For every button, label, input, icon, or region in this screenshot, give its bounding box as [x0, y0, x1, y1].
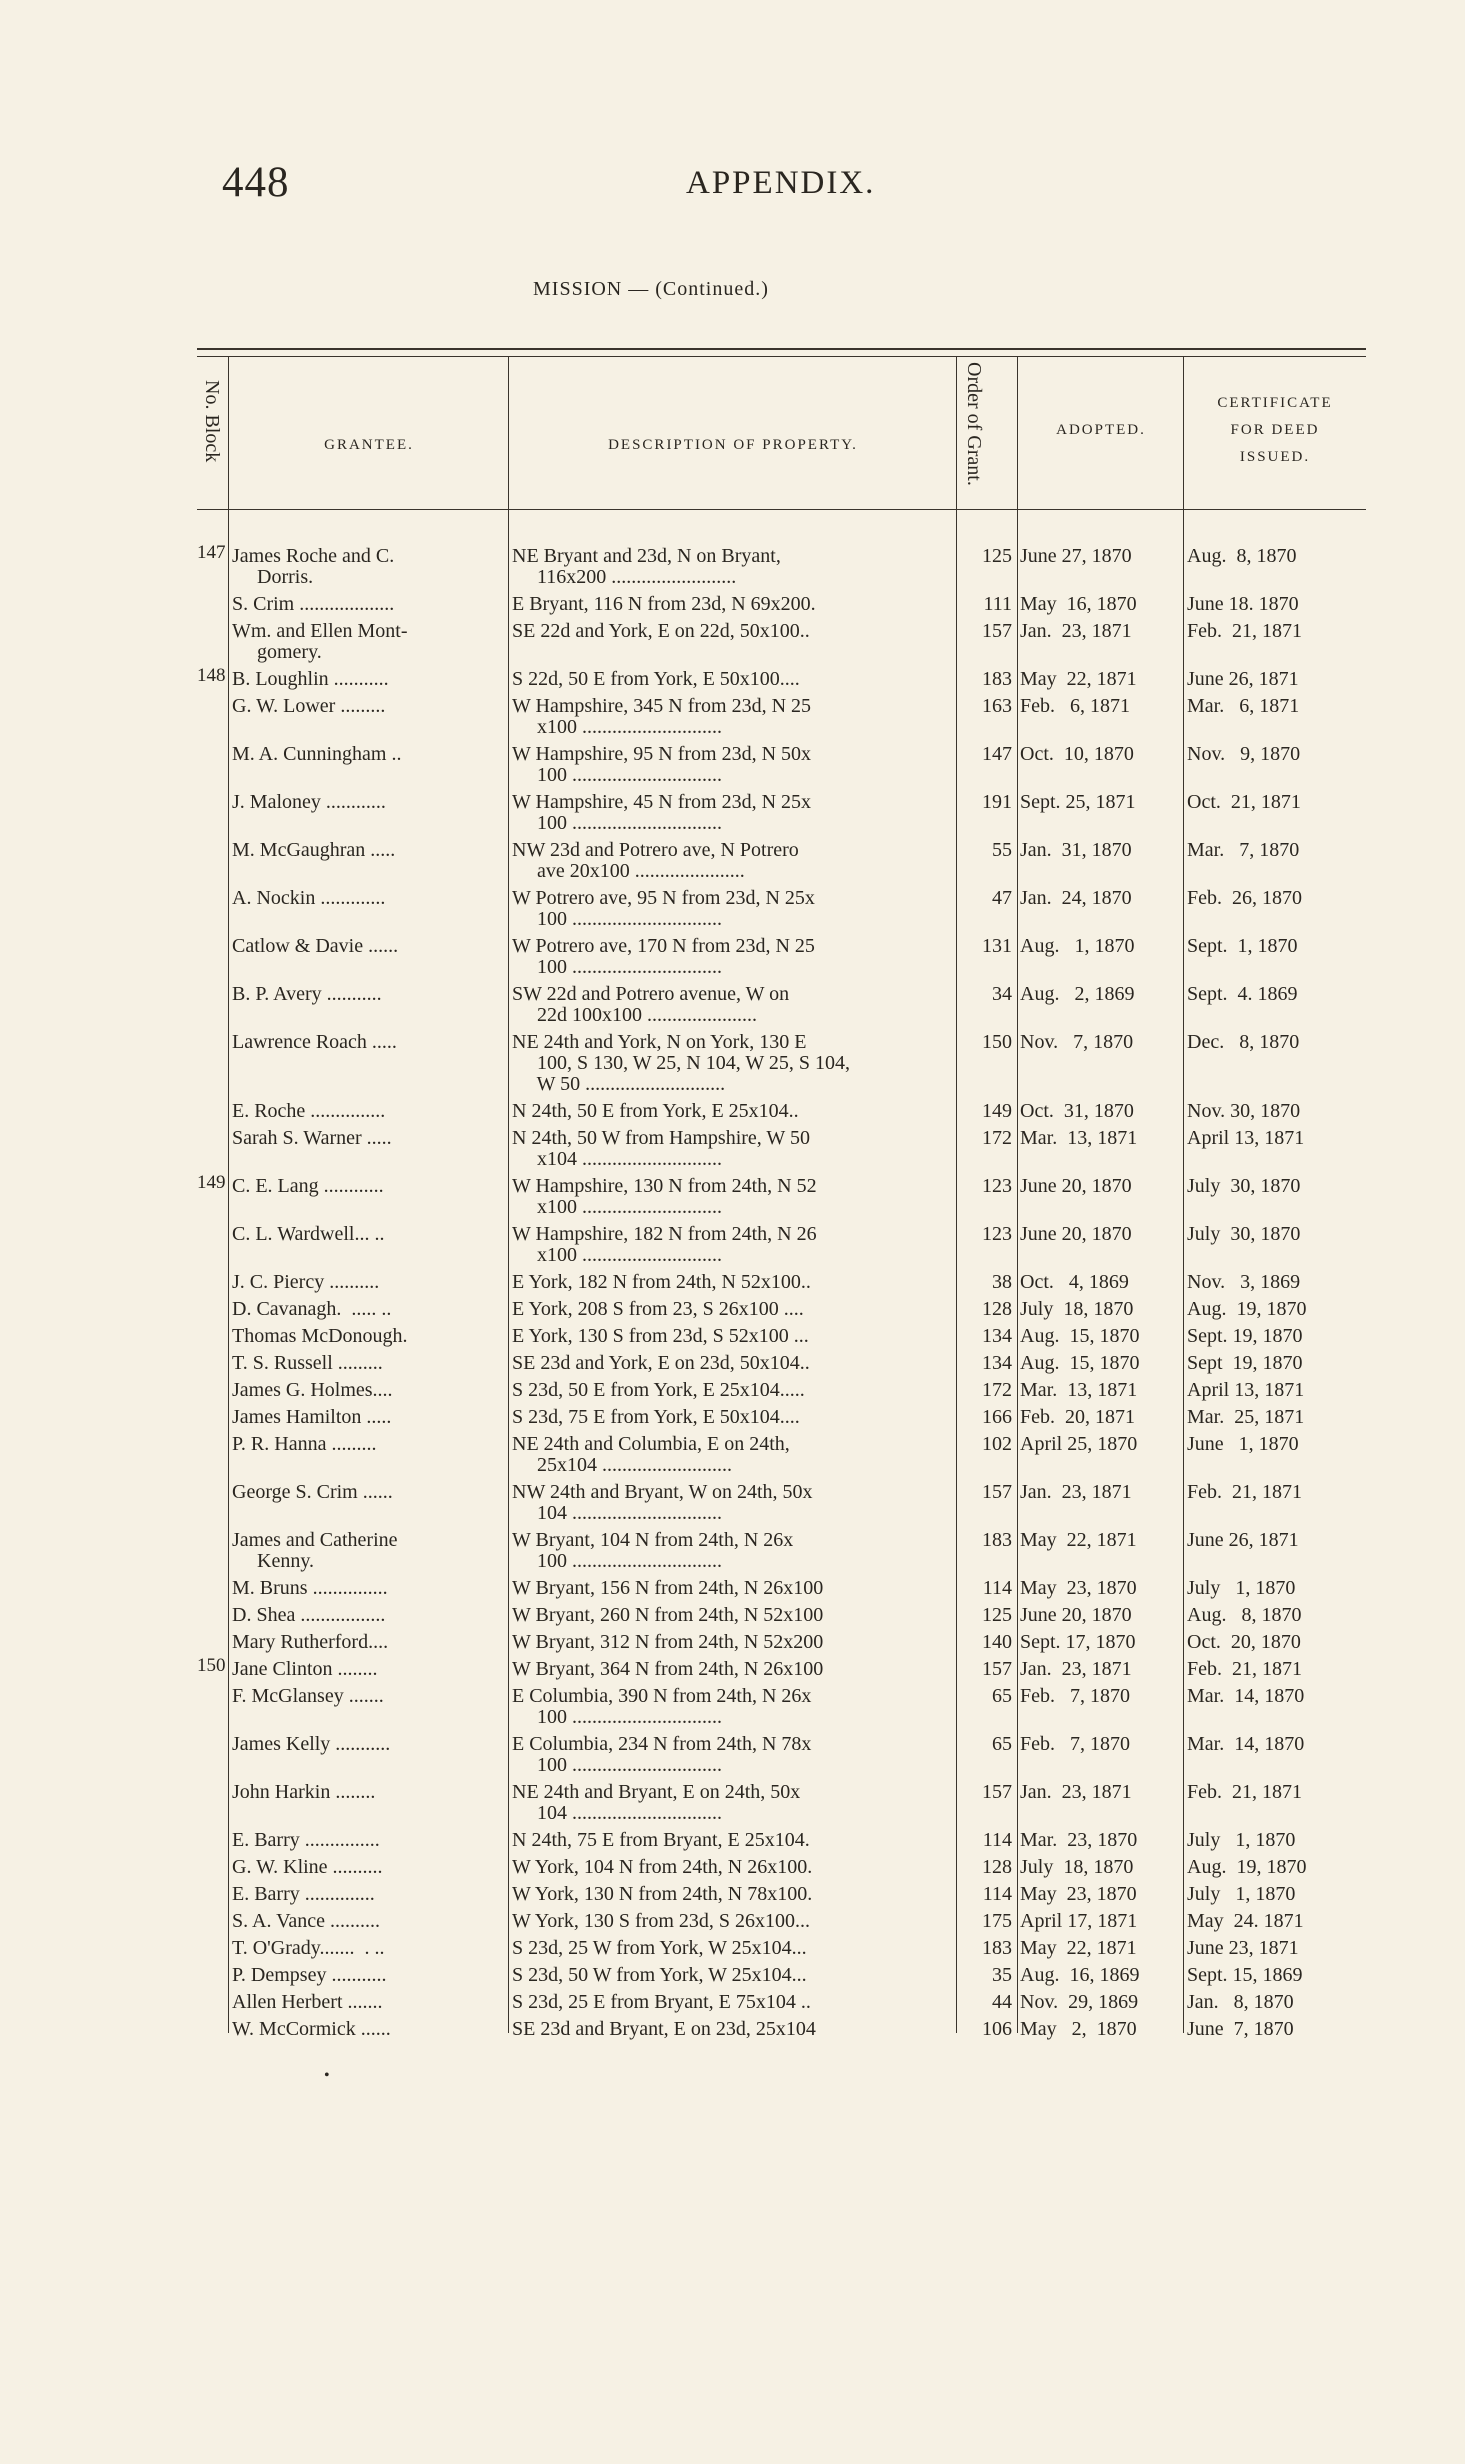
certificate-cell: June 7, 1870 [1187, 2019, 1294, 2040]
certificate-cell: Sept. 19, 1870 [1187, 1326, 1303, 1347]
grantee-cell: Allen Herbert ....... [232, 1992, 383, 2013]
block-number: 148 [197, 665, 226, 686]
description-cell: W York, 130 N from 24th, N 78x100. [512, 1884, 813, 1905]
description-cell: E York, 208 S from 23, S 26x100 .... [512, 1299, 804, 1320]
grantee-cell: S. Crim ................... [232, 594, 395, 615]
description-cell: NE Bryant and 23d, N on Bryant, [512, 546, 781, 567]
order-cell: 65 [992, 1686, 1012, 1707]
grantee-cell: F. McGlansey ....... [232, 1686, 384, 1707]
adopted-cell: Nov. 7, 1870 [1020, 1032, 1134, 1053]
certificate-cell: July 1, 1870 [1187, 1830, 1296, 1851]
certificate-cell: June 23, 1871 [1187, 1938, 1299, 1959]
description-cell: 104 .............................. [512, 1503, 722, 1524]
order-cell: 183 [982, 669, 1012, 690]
description-cell: W Potrero ave, 170 N from 23d, N 25 [512, 936, 815, 957]
order-cell: 38 [992, 1272, 1012, 1293]
description-cell: S 23d, 75 E from York, E 50x104.... [512, 1407, 800, 1428]
certificate-cell: Mar. 6, 1871 [1187, 696, 1300, 717]
adopted-cell: Aug. 2, 1869 [1020, 984, 1135, 1005]
adopted-cell: May 2, 1870 [1020, 2019, 1137, 2040]
adopted-cell: Aug. 16, 1869 [1020, 1965, 1140, 1986]
adopted-cell: Feb. 7, 1870 [1020, 1686, 1130, 1707]
description-cell: 100 .............................. [512, 765, 722, 786]
description-cell: 100 .............................. [512, 813, 722, 834]
order-cell: 123 [982, 1224, 1012, 1245]
grantee-cell: Wm. and Ellen Mont- [232, 621, 408, 642]
header-order: Order of Grant. [963, 362, 985, 486]
page-heading: APPENDIX. [686, 165, 876, 201]
order-cell: 172 [982, 1128, 1012, 1149]
grantee-cell: C. L. Wardwell... .. [232, 1224, 385, 1245]
grantee-cell: C. E. Lang ............ [232, 1176, 384, 1197]
certificate-cell: Aug. 8, 1870 [1187, 546, 1297, 567]
description-cell: x100 ............................ [512, 1197, 722, 1218]
grantee-cell: D. Shea ................. [232, 1605, 386, 1626]
certificate-cell: Nov. 3, 1869 [1187, 1272, 1301, 1293]
certificate-cell: Oct. 21, 1871 [1187, 792, 1301, 813]
description-cell: 25x104 .......................... [512, 1455, 732, 1476]
order-cell: 157 [982, 1482, 1012, 1503]
description-cell: W York, 104 N from 24th, N 26x100. [512, 1857, 813, 1878]
description-cell: E York, 182 N from 24th, N 52x100.. [512, 1272, 811, 1293]
description-cell: SE 23d and York, E on 23d, 50x104.. [512, 1353, 810, 1374]
grantee-cell: D. Cavanagh. ..... .. [232, 1299, 392, 1320]
description-cell: 100 .............................. [512, 1551, 722, 1572]
certificate-cell: Mar. 14, 1870 [1187, 1734, 1305, 1755]
description-cell: 22d 100x100 ...................... [512, 1005, 757, 1026]
grantee-cell: Mary Rutherford.... [232, 1632, 389, 1653]
header-description: DESCRIPTION OF PROPERTY. [608, 437, 858, 453]
adopted-cell: Feb. 20, 1871 [1020, 1407, 1135, 1428]
adopted-cell: June 20, 1870 [1020, 1224, 1132, 1245]
grantee-cell: P. R. Hanna ......... [232, 1434, 377, 1455]
order-cell: 157 [982, 1782, 1012, 1803]
order-cell: 150 [982, 1032, 1012, 1053]
order-cell: 157 [982, 621, 1012, 642]
order-cell: 114 [982, 1578, 1012, 1599]
certificate-cell: Feb. 26, 1870 [1187, 888, 1302, 909]
adopted-cell: Sept. 17, 1870 [1020, 1632, 1136, 1653]
adopted-cell: Oct. 31, 1870 [1020, 1101, 1134, 1122]
order-cell: 128 [982, 1857, 1012, 1878]
order-cell: 166 [982, 1407, 1012, 1428]
description-cell: ave 20x100 ...................... [512, 861, 745, 882]
grantee-cell: E. Barry .............. [232, 1884, 375, 1905]
grantee-cell: G. W. Kline .......... [232, 1857, 383, 1878]
grantee-cell: S. A. Vance .......... [232, 1911, 380, 1932]
description-cell: 100 .............................. [512, 1755, 722, 1776]
adopted-cell: Mar. 13, 1871 [1020, 1128, 1138, 1149]
certificate-cell: June 1, 1870 [1187, 1434, 1299, 1455]
description-cell: W Hampshire, 130 N from 24th, N 52 [512, 1176, 817, 1197]
description-cell: x104 ............................ [512, 1149, 722, 1170]
grantee-cell: M. A. Cunningham .. [232, 744, 402, 765]
grantee-cell: E. Barry ............... [232, 1830, 380, 1851]
description-cell: N 24th, 50 E from York, E 25x104.. [512, 1101, 799, 1122]
header-certificate-line: CERTIFICATE [1217, 395, 1333, 411]
adopted-cell: Jan. 23, 1871 [1020, 621, 1132, 642]
certificate-cell: Sept. 15, 1869 [1187, 1965, 1303, 1986]
description-cell: W Bryant, 260 N from 24th, N 52x100 [512, 1605, 824, 1626]
grantee-cell: P. Dempsey ........... [232, 1965, 387, 1986]
adopted-cell: April 17, 1871 [1020, 1911, 1138, 1932]
page-number: 448 [222, 159, 290, 206]
grantee-cell: James Hamilton ..... [232, 1407, 392, 1428]
description-cell: SW 22d and Potrero avenue, W on [512, 984, 790, 1005]
description-cell: NE 24th and Columbia, E on 24th, [512, 1434, 790, 1455]
grantee-cell: T. S. Russell ......... [232, 1353, 383, 1374]
description-cell: W Hampshire, 45 N from 23d, N 25x [512, 792, 812, 813]
adopted-cell: Feb. 6, 1871 [1020, 696, 1130, 717]
description-cell: S 23d, 50 E from York, E 25x104..... [512, 1380, 805, 1401]
grantee-cell: James and Catherine [232, 1530, 398, 1551]
adopted-cell: Sept. 25, 1871 [1020, 792, 1136, 813]
grantee-cell: Dorris. [232, 567, 314, 588]
certificate-cell: June 18. 1870 [1187, 594, 1299, 615]
description-cell: W Potrero ave, 95 N from 23d, N 25x [512, 888, 815, 909]
adopted-cell: June 27, 1870 [1020, 546, 1132, 567]
description-cell: NW 23d and Potrero ave, N Potrero [512, 840, 799, 861]
certificate-cell: Dec. 8, 1870 [1187, 1032, 1300, 1053]
description-cell: E Bryant, 116 N from 23d, N 69x200. [512, 594, 816, 615]
grantee-cell: B. P. Avery ........... [232, 984, 382, 1005]
grantee-cell: James Kelly ........... [232, 1734, 391, 1755]
order-cell: 114 [982, 1884, 1012, 1905]
order-cell: 163 [982, 696, 1012, 717]
order-cell: 102 [982, 1434, 1012, 1455]
grantee-cell: J. C. Piercy .......... [232, 1272, 380, 1293]
description-cell: W 50 ............................ [512, 1074, 726, 1095]
description-cell: S 22d, 50 E from York, E 50x100.... [512, 669, 800, 690]
description-cell: 104 .............................. [512, 1803, 722, 1824]
header-block: No. Block [201, 380, 223, 463]
block-number: 147 [197, 542, 226, 563]
certificate-cell: Mar. 14, 1870 [1187, 1686, 1305, 1707]
adopted-cell: June 20, 1870 [1020, 1176, 1132, 1197]
adopted-cell: Jan. 23, 1871 [1020, 1659, 1132, 1680]
description-cell: N 24th, 75 E from Bryant, E 25x104. [512, 1830, 810, 1851]
adopted-cell: Jan. 31, 1870 [1020, 840, 1132, 861]
adopted-cell: July 18, 1870 [1020, 1299, 1134, 1320]
order-cell: 125 [982, 546, 1012, 567]
grantee-cell: Lawrence Roach ..... [232, 1032, 397, 1053]
description-cell: NE 24th and York, N on York, 130 E [512, 1032, 807, 1053]
adopted-cell: July 18, 1870 [1020, 1857, 1134, 1878]
grantee-cell: W. McCormick ...... [232, 2019, 391, 2040]
certificate-cell: Aug. 19, 1870 [1187, 1857, 1307, 1878]
description-cell: W Bryant, 312 N from 24th, N 52x200 [512, 1632, 824, 1653]
block-number: 149 [197, 1172, 226, 1193]
header-adopted: ADOPTED. [1056, 422, 1146, 438]
grantee-cell: M. Bruns ............... [232, 1578, 388, 1599]
grantee-cell: Kenny. [232, 1551, 315, 1572]
adopted-cell: Aug. 15, 1870 [1020, 1353, 1140, 1374]
order-cell: 111 [983, 594, 1012, 615]
order-cell: 47 [992, 888, 1012, 909]
description-cell: S 23d, 50 W from York, W 25x104... [512, 1965, 807, 1986]
order-cell: 147 [982, 744, 1012, 765]
grantee-cell: E. Roche ............... [232, 1101, 386, 1122]
header-certificate-line: FOR DEED [1230, 422, 1320, 438]
grantee-cell: gomery. [232, 642, 322, 663]
certificate-cell: July 30, 1870 [1187, 1176, 1301, 1197]
adopted-cell: May 23, 1870 [1020, 1578, 1137, 1599]
adopted-cell: Aug. 15, 1870 [1020, 1326, 1140, 1347]
adopted-cell: Jan. 23, 1871 [1020, 1482, 1132, 1503]
grantee-cell: Thomas McDonough. [232, 1326, 408, 1347]
grantee-cell: A. Nockin ............. [232, 888, 386, 909]
description-cell: 116x200 ......................... [512, 567, 737, 588]
order-cell: 125 [982, 1605, 1012, 1626]
order-cell: 157 [982, 1659, 1012, 1680]
grantee-cell: Catlow & Davie ...... [232, 936, 399, 957]
adopted-cell: May 22, 1871 [1020, 1530, 1137, 1551]
adopted-cell: April 25, 1870 [1020, 1434, 1138, 1455]
certificate-cell: Sept. 1, 1870 [1187, 936, 1298, 957]
order-cell: 172 [982, 1380, 1012, 1401]
order-cell: 35 [992, 1965, 1012, 1986]
order-cell: 134 [982, 1353, 1012, 1374]
certificate-cell: Feb. 21, 1871 [1187, 1659, 1302, 1680]
order-cell: 114 [982, 1830, 1012, 1851]
header-grantee: GRANTEE. [324, 437, 414, 453]
description-cell: N 24th, 50 W from Hampshire, W 50 [512, 1128, 810, 1149]
order-cell: 123 [982, 1176, 1012, 1197]
adopted-cell: Feb. 7, 1870 [1020, 1734, 1130, 1755]
description-cell: 100 .............................. [512, 957, 722, 978]
description-cell: x100 ............................ [512, 1245, 722, 1266]
block-number: 150 [197, 1655, 226, 1676]
adopted-cell: Jan. 24, 1870 [1020, 888, 1132, 909]
description-cell: W York, 130 S from 23d, S 26x100... [512, 1911, 810, 1932]
certificate-cell: Nov. 9, 1870 [1187, 744, 1301, 765]
certificate-cell: Mar. 7, 1870 [1187, 840, 1300, 861]
order-cell: 34 [992, 984, 1012, 1005]
order-cell: 55 [992, 840, 1012, 861]
certificate-cell: July 30, 1870 [1187, 1224, 1301, 1245]
certificate-cell: April 13, 1871 [1187, 1380, 1305, 1401]
grantee-cell: M. McGaughran ..... [232, 840, 396, 861]
description-cell: W Hampshire, 182 N from 24th, N 26 [512, 1224, 817, 1245]
footer-mark: • [324, 2067, 330, 2084]
description-cell: 100, S 130, W 25, N 104, W 25, S 104, [512, 1053, 850, 1074]
header-certificate-line: ISSUED. [1239, 449, 1311, 465]
adopted-cell: Jan. 23, 1871 [1020, 1782, 1132, 1803]
certificate-cell: June 26, 1871 [1187, 669, 1299, 690]
grantee-cell: T. O'Grady....... . .. [232, 1938, 385, 1959]
order-cell: 65 [992, 1734, 1012, 1755]
certificate-cell: May 24. 1871 [1187, 1911, 1304, 1932]
certificate-cell: Jan. 8, 1870 [1187, 1992, 1294, 2013]
section-title: MISSION — (Continued.) [533, 278, 769, 300]
certificate-cell: Nov. 30, 1870 [1187, 1101, 1301, 1122]
order-cell: 183 [982, 1530, 1012, 1551]
description-cell: NE 24th and Bryant, E on 24th, 50x [512, 1782, 801, 1803]
adopted-cell: Oct. 4, 1869 [1020, 1272, 1129, 1293]
adopted-cell: Oct. 10, 1870 [1020, 744, 1134, 765]
certificate-cell: June 26, 1871 [1187, 1530, 1299, 1551]
certificate-cell: Sept 19, 1870 [1187, 1353, 1303, 1374]
order-cell: 191 [982, 792, 1012, 813]
description-cell: W Bryant, 104 N from 24th, N 26x [512, 1530, 794, 1551]
adopted-cell: Aug. 1, 1870 [1020, 936, 1135, 957]
order-cell: 149 [982, 1101, 1012, 1122]
description-cell: E York, 130 S from 23d, S 52x100 ... [512, 1326, 809, 1347]
grantee-cell: G. W. Lower ......... [232, 696, 386, 717]
description-cell: 100 .............................. [512, 909, 722, 930]
description-cell: S 23d, 25 W from York, W 25x104... [512, 1938, 807, 1959]
order-cell: 175 [982, 1911, 1012, 1932]
certificate-cell: April 13, 1871 [1187, 1128, 1305, 1149]
adopted-cell: May 23, 1870 [1020, 1884, 1137, 1905]
order-cell: 140 [982, 1632, 1012, 1653]
certificate-cell: Feb. 21, 1871 [1187, 621, 1302, 642]
certificate-cell: Feb. 21, 1871 [1187, 1782, 1302, 1803]
description-cell: W Hampshire, 345 N from 23d, N 25 [512, 696, 812, 717]
certificate-cell: Feb. 21, 1871 [1187, 1482, 1302, 1503]
grantee-cell: George S. Crim ...... [232, 1482, 393, 1503]
certificate-cell: Sept. 4. 1869 [1187, 984, 1298, 1005]
adopted-cell: May 22, 1871 [1020, 1938, 1137, 1959]
order-cell: 183 [982, 1938, 1012, 1959]
description-cell: E Columbia, 390 N from 24th, N 26x [512, 1686, 812, 1707]
certificate-cell: Aug. 8, 1870 [1187, 1605, 1302, 1626]
description-cell: SE 23d and Bryant, E on 23d, 25x104 [512, 2019, 816, 2040]
certificate-cell: Aug. 19, 1870 [1187, 1299, 1307, 1320]
description-cell: SE 22d and York, E on 22d, 50x100.. [512, 621, 810, 642]
description-cell: W Hampshire, 95 N from 23d, N 50x [512, 744, 812, 765]
description-cell: W Bryant, 364 N from 24th, N 26x100 [512, 1659, 824, 1680]
order-cell: 44 [992, 1992, 1012, 2013]
certificate-cell: Mar. 25, 1871 [1187, 1407, 1305, 1428]
description-cell: S 23d, 25 E from Bryant, E 75x104 .. [512, 1992, 811, 2013]
order-cell: 106 [982, 2019, 1012, 2040]
certificate-cell: July 1, 1870 [1187, 1578, 1296, 1599]
order-cell: 134 [982, 1326, 1012, 1347]
adopted-cell: June 20, 1870 [1020, 1605, 1132, 1626]
grantee-cell: J. Maloney ............ [232, 792, 386, 813]
certificate-cell: Oct. 20, 1870 [1187, 1632, 1301, 1653]
description-cell: E Columbia, 234 N from 24th, N 78x [512, 1734, 812, 1755]
grantee-cell: Jane Clinton ........ [232, 1659, 378, 1680]
adopted-cell: May 22, 1871 [1020, 669, 1137, 690]
adopted-cell: Mar. 23, 1870 [1020, 1830, 1138, 1851]
description-cell: x100 ............................ [512, 717, 722, 738]
order-cell: 131 [982, 936, 1012, 957]
adopted-cell: Nov. 29, 1869 [1020, 1992, 1139, 2013]
description-cell: 100 .............................. [512, 1707, 722, 1728]
grantee-cell: James Roche and C. [232, 546, 395, 567]
adopted-cell: May 16, 1870 [1020, 594, 1137, 615]
grantee-cell: Sarah S. Warner ..... [232, 1128, 392, 1149]
grantee-cell: James G. Holmes.... [232, 1380, 393, 1401]
certificate-cell: July 1, 1870 [1187, 1884, 1296, 1905]
adopted-cell: Mar. 13, 1871 [1020, 1380, 1138, 1401]
order-cell: 128 [982, 1299, 1012, 1320]
description-cell: NW 24th and Bryant, W on 24th, 50x [512, 1482, 813, 1503]
description-cell: W Bryant, 156 N from 24th, N 26x100 [512, 1578, 824, 1599]
grantee-cell: B. Loughlin ........... [232, 669, 389, 690]
grantee-cell: John Harkin ........ [232, 1782, 376, 1803]
